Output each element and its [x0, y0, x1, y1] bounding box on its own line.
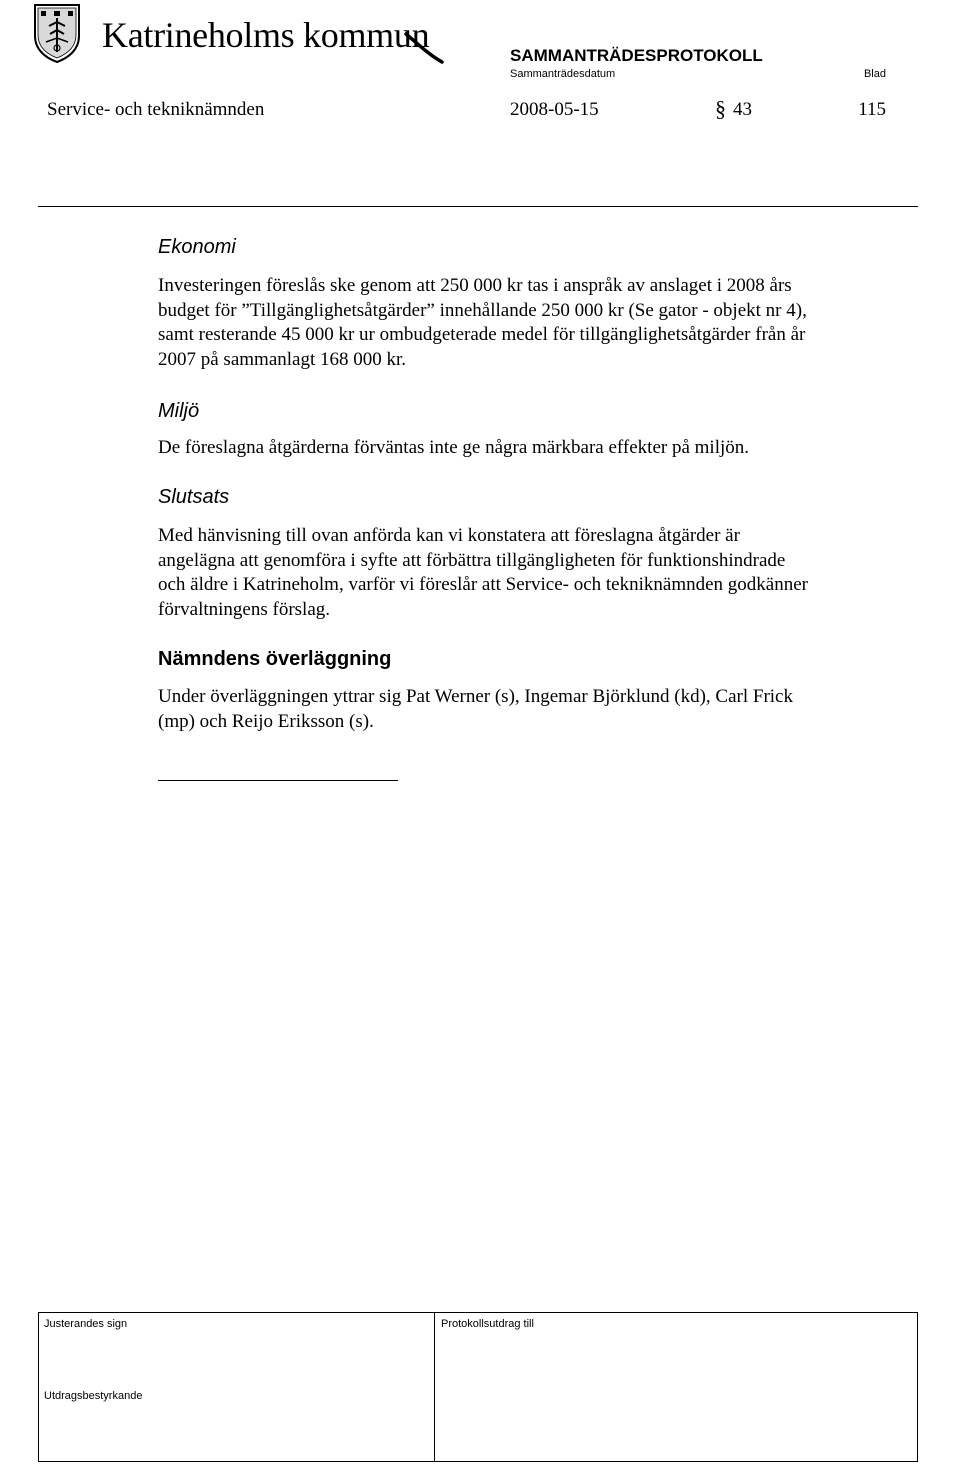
- text-line: 2007 på sammanlagt 168 000 kr.: [158, 348, 407, 370]
- paragraph-slutsats: [158, 524, 918, 622]
- text-line: Under överläggningen yttrar sig Pat Werner (s), Ingemar Björklund (kd), Carl Frick: [158, 686, 793, 707]
- municipality-crest-logo: [32, 2, 82, 64]
- end-of-section-rule: [158, 780, 398, 781]
- section-heading-slutsats: Slutsats: [158, 486, 230, 508]
- section-heading-overlaggning: Nämndens överläggning: [158, 648, 392, 670]
- text-line: angelägna att genomföra i syfte att förbättra tillgängligheten för funktionshindrade: [158, 549, 786, 571]
- header-divider: [38, 206, 918, 207]
- meeting-date-label: Sammanträdesdatum: [510, 68, 616, 80]
- justerandes-sign-label: Justerandes sign: [44, 1318, 128, 1330]
- utdragsbestyrkande-label: Utdragsbestyrkande: [44, 1390, 143, 1402]
- paragraph-symbol: §: [715, 96, 726, 121]
- text-line: och äldre i Katrineholm, varför vi föreslår att Service- och tekniknämnden godkänner: [158, 574, 808, 595]
- page-number: 115: [858, 99, 886, 120]
- paragraph-overlaggning: [158, 685, 918, 734]
- section-heading-ekonomi: Ekonomi: [158, 236, 236, 258]
- text-line: samt resterande 45 000 kr ur ombudgeterade medel för tillgänglighetsåtgärder från år: [158, 324, 806, 345]
- protokollsutdrag-label: Protokollsutdrag till: [441, 1318, 534, 1330]
- text-line: (mp) och Reijo Eriksson (s).: [158, 710, 374, 732]
- text-line: förvaltningens förslag.: [158, 598, 331, 620]
- signature-box-divider: [434, 1312, 435, 1462]
- paragraph-miljo: [158, 436, 918, 461]
- committee-name: Service- och tekniknämnden: [47, 99, 265, 120]
- page-label: Blad: [863, 68, 886, 80]
- text-line: Med hänvisning till ovan anförda kan vi konstatera att föreslagna åtgärder är: [158, 525, 740, 546]
- meeting-date: 2008-05-15: [510, 99, 599, 120]
- text-line: De föreslagna åtgärderna förväntas inte ge några märkbara effekter på miljön.: [158, 437, 750, 458]
- section-heading-miljo: Miljö: [158, 400, 200, 422]
- logo-swoosh-icon: [404, 30, 444, 64]
- logo-wordmark: Katrineholms kommun: [102, 15, 430, 55]
- document-type-title: SAMMANTRÄDESPROTOKOLL: [510, 46, 763, 65]
- text-line: Investeringen föreslås ske genom att 250 000 kr tas i anspråk av anslaget i 2008 års: [158, 275, 792, 296]
- text-line: budget för ”Tillgänglighetsåtgärder” innehållande 250 000 kr (Se gator - objekt nr 4),: [158, 299, 807, 321]
- paragraph-ekonomi: [158, 274, 918, 372]
- signature-box: [38, 1312, 918, 1462]
- paragraph-number: 43: [733, 99, 752, 120]
